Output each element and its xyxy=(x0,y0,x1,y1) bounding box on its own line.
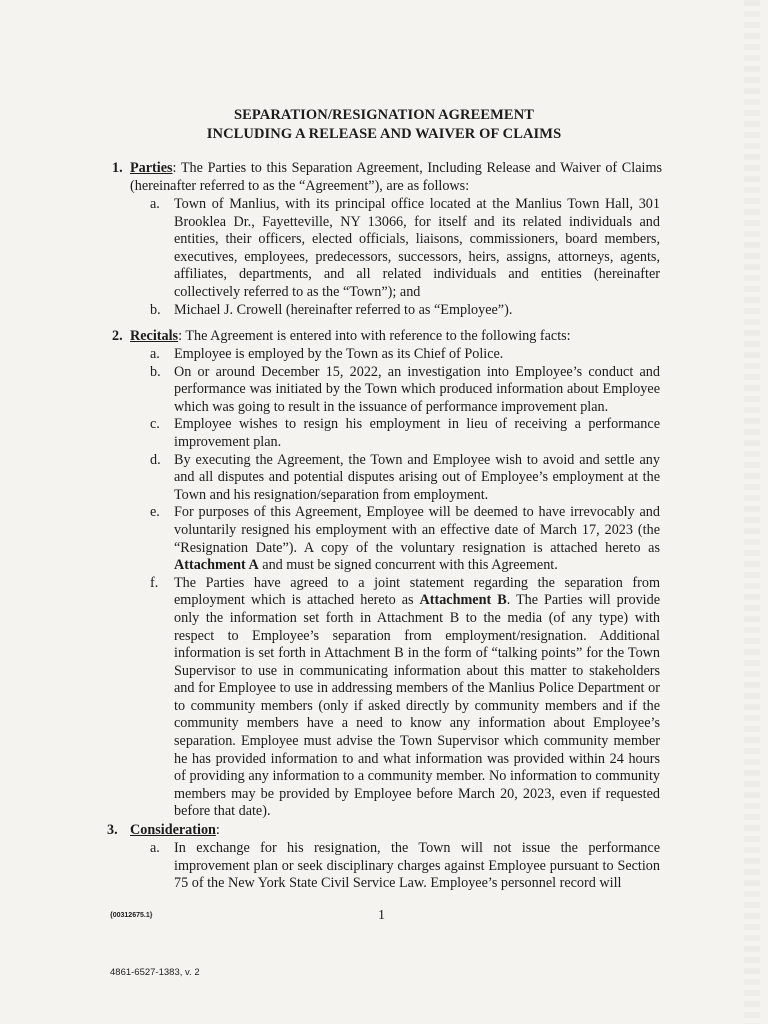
item-text: On or around December 15, 2022, an investigation into Employee’s conduct and performance was initiated by the Town which produced information about Employee which was going to result in the issuance of performance improvement plan. xyxy=(174,363,660,415)
section-heading: Parties xyxy=(130,160,173,176)
item-letter: f. xyxy=(150,574,159,591)
section-consideration: 3. Consideration: xyxy=(107,822,220,838)
section-heading: Consideration xyxy=(130,822,216,838)
item-letter: a. xyxy=(150,346,160,362)
item-letter: d. xyxy=(150,451,161,468)
item-text: Town of Manlius, with its principal office located at the Manlius Town Hall, 301 Brooklea Dr., Fayetteville, NY 13066, for itself and its related individuals and entities, their officers, elected officials, liaisons, commissioners, board members, executives, employees, predecessors, successors, heirs, assigns, attorneys, agents, affiliates, departments, and all related individuals and entities (hereinafter collectively referred to as the “Town”); and xyxy=(174,196,660,300)
item-text: Employee wishes to resign his employment in lieu of receiving a performance improvement plan. xyxy=(174,416,660,450)
list-item xyxy=(150,416,660,451)
consideration-list xyxy=(150,840,660,893)
list-item xyxy=(150,364,660,417)
section-recitals: 2. Recitals: The Agreement is entered into with reference to the following facts: xyxy=(112,328,571,344)
footer-document-id: {00312675.1} xyxy=(110,912,153,919)
section-number: 2. xyxy=(112,328,123,344)
item-letter: b. xyxy=(150,301,161,318)
attachment-b-ref: Attachment B xyxy=(419,592,507,609)
item-text: For purposes of this Agreement, Employee will be deemed to have irrevocably and voluntarily resigned his employment with an effective date of March 17, 2023 (the “Resignation Date”). A copy of the voluntary resignation is attached hereto as xyxy=(174,504,660,556)
item-text: and must be signed concurrent with this Agreement. xyxy=(258,557,558,574)
list-item xyxy=(150,346,660,364)
document-title-line2: INCLUDING A RELEASE AND WAIVER OF CLAIMS xyxy=(206,126,562,142)
footer-document-number: 4861-6527-1383, v. 2 xyxy=(110,967,200,978)
document-title-line1: SEPARATION/RESIGNATION AGREEMENT xyxy=(233,107,535,123)
item-text: The Parties have agreed to a joint statement regarding the separation from employment which is attached hereto as xyxy=(174,574,660,609)
list-item xyxy=(150,575,660,821)
section-parties: 1. Parties: The Parties to this Separation Agreement, Including Release and Waiver of Claims (hereinafter referred to as the “Agreement”), are as follows: xyxy=(112,160,663,194)
item-letter: e. xyxy=(150,504,160,521)
list-item xyxy=(150,302,660,320)
page-number: 1 xyxy=(378,908,385,923)
list-item xyxy=(150,840,660,893)
list-item xyxy=(150,452,660,505)
section-intro: The Agreement is entered into with reference to the following facts: xyxy=(185,328,571,344)
item-letter: b. xyxy=(150,363,161,380)
parties-list xyxy=(150,196,660,319)
item-text: . The Parties will provide only the information set forth in Attachment B to the media (of any type) with respect to Employee’s separation from employment/resignation. Additional information is set forth in Attachment B in the form of “talking points” for the Town Supervisor to use in communicating information about this matter to stakeholders and for Employee to use in addressing members of the Manlius Police Department or to community members (only if asked directly by community members and if the community members have a need to know any information about Employee’s separation. Employee must advise the Town Supervisor which community member he has provided information to and what information was provided within 24 hours of providing any information to a community member. No information to community members may be provided by Employee before March 20, 2023, even if requested before that date). xyxy=(174,592,661,820)
item-text: By executing the Agreement, the Town and Employee wish to avoid and settle any and all disputes and potential disputes arising out of Employee’s employment at the Town and his resignation/separation from employment. xyxy=(174,451,660,503)
section-heading: Recitals xyxy=(130,328,179,344)
attachment-a-ref: Attachment A xyxy=(174,557,259,574)
list-item xyxy=(150,504,660,574)
item-text: In exchange for his resignation, the Town will not issue the performance improvement plan or seek disciplinary charges against Employee pursuant to Section 75 of the New York State Civil Service Law. Employee’s personnel record will xyxy=(174,840,660,892)
section-number: 1. xyxy=(112,160,123,176)
item-letter: a. xyxy=(150,840,160,856)
recitals-list xyxy=(150,346,660,821)
list-item xyxy=(150,196,660,302)
item-text: Michael J. Crowell (hereinafter referred to as “Employee”). xyxy=(174,301,513,318)
scan-edge-artifact xyxy=(744,0,760,1024)
section-intro: The Parties to this Separation Agreement, Including Release and Waiver of Claims (hereinafter referred to as the “Agreement”), are as follows: xyxy=(130,160,663,194)
item-letter: c. xyxy=(150,416,160,433)
item-text: Employee is employed by the Town as its Chief of Police. xyxy=(174,346,504,362)
section-number: 3. xyxy=(107,822,118,838)
item-letter: a. xyxy=(150,196,160,212)
